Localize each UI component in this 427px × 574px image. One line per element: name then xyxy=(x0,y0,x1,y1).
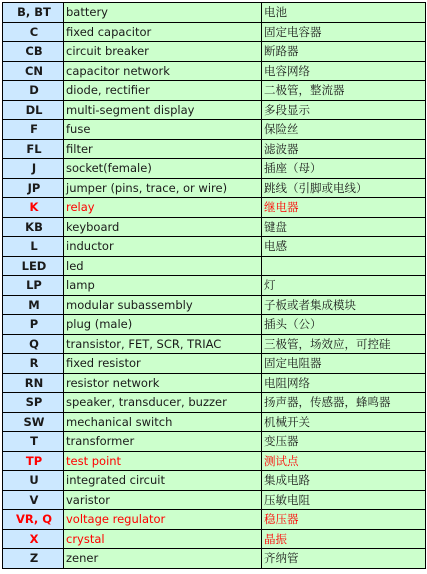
chinese-description: 灯 xyxy=(262,276,426,296)
chinese-description: 插座（母） xyxy=(262,159,426,179)
chinese-description: 二极管，整流器 xyxy=(262,81,426,101)
designator-code: V xyxy=(3,490,64,510)
designator-code: LP xyxy=(3,276,64,296)
table-row xyxy=(3,393,426,413)
chinese-description: 电感 xyxy=(262,237,426,257)
table-row xyxy=(3,42,426,62)
designator-code: X xyxy=(3,529,64,549)
english-description: lamp xyxy=(64,276,262,296)
chinese-description: 断路器 xyxy=(262,42,426,62)
chinese-description: 齐纳管 xyxy=(262,549,426,569)
chinese-description: 固定电容器 xyxy=(262,22,426,42)
english-description: integrated circuit xyxy=(64,471,262,491)
designator-code: L xyxy=(3,237,64,257)
table-row xyxy=(3,549,426,569)
chinese-description: 三极管，场效应，可控硅 xyxy=(262,334,426,354)
designator-table xyxy=(2,2,426,569)
english-description: transformer xyxy=(64,432,262,452)
table-row xyxy=(3,529,426,549)
chinese-description: 插头（公） xyxy=(262,315,426,335)
english-description: relay xyxy=(64,198,262,218)
chinese-description: 跳线（引脚或电线） xyxy=(262,178,426,198)
chinese-description: 稳压器 xyxy=(262,510,426,530)
chinese-description: 多段显示 xyxy=(262,100,426,120)
english-description: varistor xyxy=(64,490,262,510)
designator-code: D xyxy=(3,81,64,101)
table-row xyxy=(3,159,426,179)
english-description: multi-segment display xyxy=(64,100,262,120)
chinese-description: 子板或者集成模块 xyxy=(262,295,426,315)
table-row xyxy=(3,334,426,354)
table-row xyxy=(3,432,426,452)
designator-code: VR, Q xyxy=(3,510,64,530)
chinese-description: 压敏电阻 xyxy=(262,490,426,510)
designator-code: RN xyxy=(3,373,64,393)
table-row xyxy=(3,451,426,471)
table-row xyxy=(3,490,426,510)
english-description: fixed resistor xyxy=(64,354,262,374)
designator-code: Q xyxy=(3,334,64,354)
english-description: battery xyxy=(64,3,262,23)
english-description: modular subassembly xyxy=(64,295,262,315)
chinese-description: 电池 xyxy=(262,3,426,23)
table-row xyxy=(3,315,426,335)
english-description: speaker, transducer, buzzer xyxy=(64,393,262,413)
chinese-description: 保险丝 xyxy=(262,120,426,140)
english-description: test point xyxy=(64,451,262,471)
designator-code: K xyxy=(3,198,64,218)
designator-code: CN xyxy=(3,61,64,81)
designator-code: DL xyxy=(3,100,64,120)
designator-code: SP xyxy=(3,393,64,413)
chinese-description xyxy=(262,256,426,276)
designator-code: C xyxy=(3,22,64,42)
english-description: fixed capacitor xyxy=(64,22,262,42)
chinese-description: 继电器 xyxy=(262,198,426,218)
chinese-description: 电阻网络 xyxy=(262,373,426,393)
english-description: keyboard xyxy=(64,217,262,237)
table-row xyxy=(3,471,426,491)
table-row xyxy=(3,120,426,140)
table-row xyxy=(3,81,426,101)
english-description: led xyxy=(64,256,262,276)
table-row xyxy=(3,3,426,23)
designator-code: KB xyxy=(3,217,64,237)
table-row xyxy=(3,373,426,393)
english-description: jumper (pins, trace, or wire) xyxy=(64,178,262,198)
english-description: circuit breaker xyxy=(64,42,262,62)
chinese-description: 滤波器 xyxy=(262,139,426,159)
designator-code: FL xyxy=(3,139,64,159)
table-row xyxy=(3,295,426,315)
designator-code: U xyxy=(3,471,64,491)
english-description: socket(female) xyxy=(64,159,262,179)
table-row xyxy=(3,100,426,120)
english-description: mechanical switch xyxy=(64,412,262,432)
designator-code: JP xyxy=(3,178,64,198)
table-row xyxy=(3,178,426,198)
table-row xyxy=(3,276,426,296)
english-description: filter xyxy=(64,139,262,159)
english-description: diode, rectifier xyxy=(64,81,262,101)
table-row xyxy=(3,61,426,81)
english-description: capacitor network xyxy=(64,61,262,81)
table-row xyxy=(3,217,426,237)
chinese-description: 变压器 xyxy=(262,432,426,452)
designator-code: CB xyxy=(3,42,64,62)
chinese-description: 测试点 xyxy=(262,451,426,471)
designator-code: P xyxy=(3,315,64,335)
chinese-description: 键盘 xyxy=(262,217,426,237)
designator-table-wrapper xyxy=(2,2,426,569)
chinese-description: 机械开关 xyxy=(262,412,426,432)
english-description: fuse xyxy=(64,120,262,140)
english-description: zener xyxy=(64,549,262,569)
designator-code: R xyxy=(3,354,64,374)
english-description: plug (male) xyxy=(64,315,262,335)
designator-code: T xyxy=(3,432,64,452)
chinese-description: 晶振 xyxy=(262,529,426,549)
english-description: crystal xyxy=(64,529,262,549)
table-row xyxy=(3,256,426,276)
english-description: resistor network xyxy=(64,373,262,393)
designator-code: SW xyxy=(3,412,64,432)
chinese-description: 电容网络 xyxy=(262,61,426,81)
table-row xyxy=(3,198,426,218)
english-description: inductor xyxy=(64,237,262,257)
chinese-description: 集成电路 xyxy=(262,471,426,491)
english-description: transistor, FET, SCR, TRIAC xyxy=(64,334,262,354)
designator-table-body xyxy=(3,3,426,569)
table-row xyxy=(3,139,426,159)
table-row xyxy=(3,412,426,432)
chinese-description: 扬声器，传感器，蜂鸣器 xyxy=(262,393,426,413)
table-row xyxy=(3,22,426,42)
designator-code: J xyxy=(3,159,64,179)
english-description: voltage regulator xyxy=(64,510,262,530)
designator-code: Z xyxy=(3,549,64,569)
designator-code: F xyxy=(3,120,64,140)
designator-code: M xyxy=(3,295,64,315)
chinese-description: 固定电阻器 xyxy=(262,354,426,374)
designator-code: TP xyxy=(3,451,64,471)
table-row xyxy=(3,354,426,374)
table-row xyxy=(3,510,426,530)
designator-code: LED xyxy=(3,256,64,276)
table-row xyxy=(3,237,426,257)
designator-code: B, BT xyxy=(3,3,64,23)
